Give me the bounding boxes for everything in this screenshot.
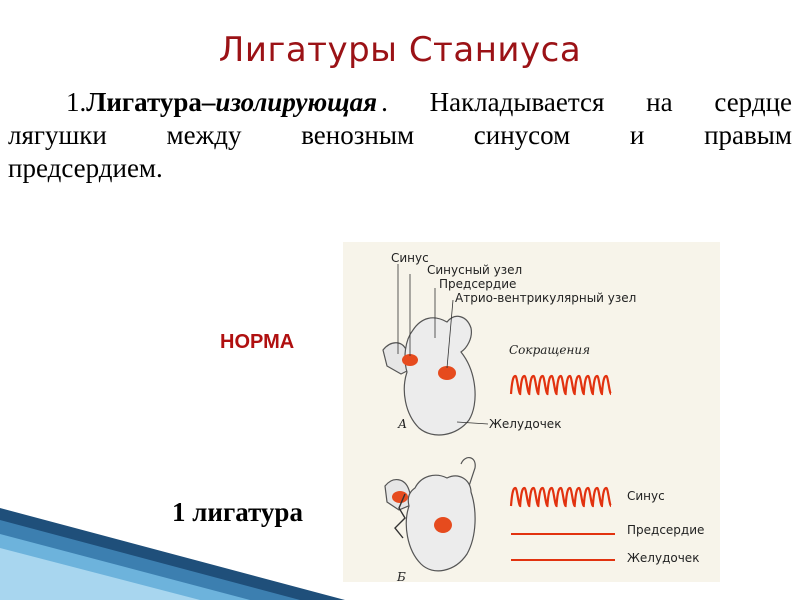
- slide-title: Лигатуры Станиуса: [218, 30, 582, 70]
- contraction-wave-a: [511, 376, 611, 394]
- heart-b: [385, 458, 704, 582]
- paragraph-lead: [66, 86, 377, 119]
- norm-label: НОРМА: [220, 331, 295, 353]
- label-ventricle: Желудочек: [489, 417, 562, 431]
- label-av-node: Атрио-вентрикулярный узел: [455, 291, 637, 305]
- paragraph-line-1-rest: . Накладывается на сердце: [381, 87, 792, 117]
- sinus-node-b: [392, 491, 408, 503]
- description-paragraph: [8, 86, 792, 185]
- term-label: Лигатура–: [86, 87, 216, 117]
- paragraph-line-3: [8, 152, 792, 185]
- sinus-wave-b: [511, 488, 611, 506]
- paragraph-line-2: [8, 119, 792, 152]
- legend-sinus: Синус: [627, 489, 665, 503]
- label-sinus-node: Синусный узел: [427, 263, 523, 277]
- ligature-label: 1 лигатура: [172, 497, 303, 527]
- legend-atrium: Предсердие: [627, 523, 705, 537]
- paragraph-line-1: [8, 86, 792, 119]
- item-number: 1.: [66, 87, 87, 117]
- panel-b-label: Б: [397, 570, 406, 582]
- heart-diagram-svg: [343, 242, 720, 582]
- label-atrium: Предсердие: [439, 277, 517, 291]
- label-sinus: Синус: [391, 251, 429, 265]
- av-node-a: [438, 366, 456, 380]
- panel-a-label: А: [398, 417, 408, 431]
- heart-diagram: [343, 242, 720, 582]
- term-italic: изолирующая: [215, 87, 378, 117]
- paragraph-line-2-text: лягушки между венозным синусом и правым: [8, 120, 792, 150]
- paragraph-line-3-text: предсердием.: [8, 153, 163, 183]
- label-contractions: Сокращения: [509, 343, 591, 357]
- av-node-b: [434, 517, 452, 533]
- heart-a: [383, 251, 636, 435]
- legend-ventricle: Желудочек: [627, 551, 700, 565]
- decorative-ribbon: [0, 500, 345, 600]
